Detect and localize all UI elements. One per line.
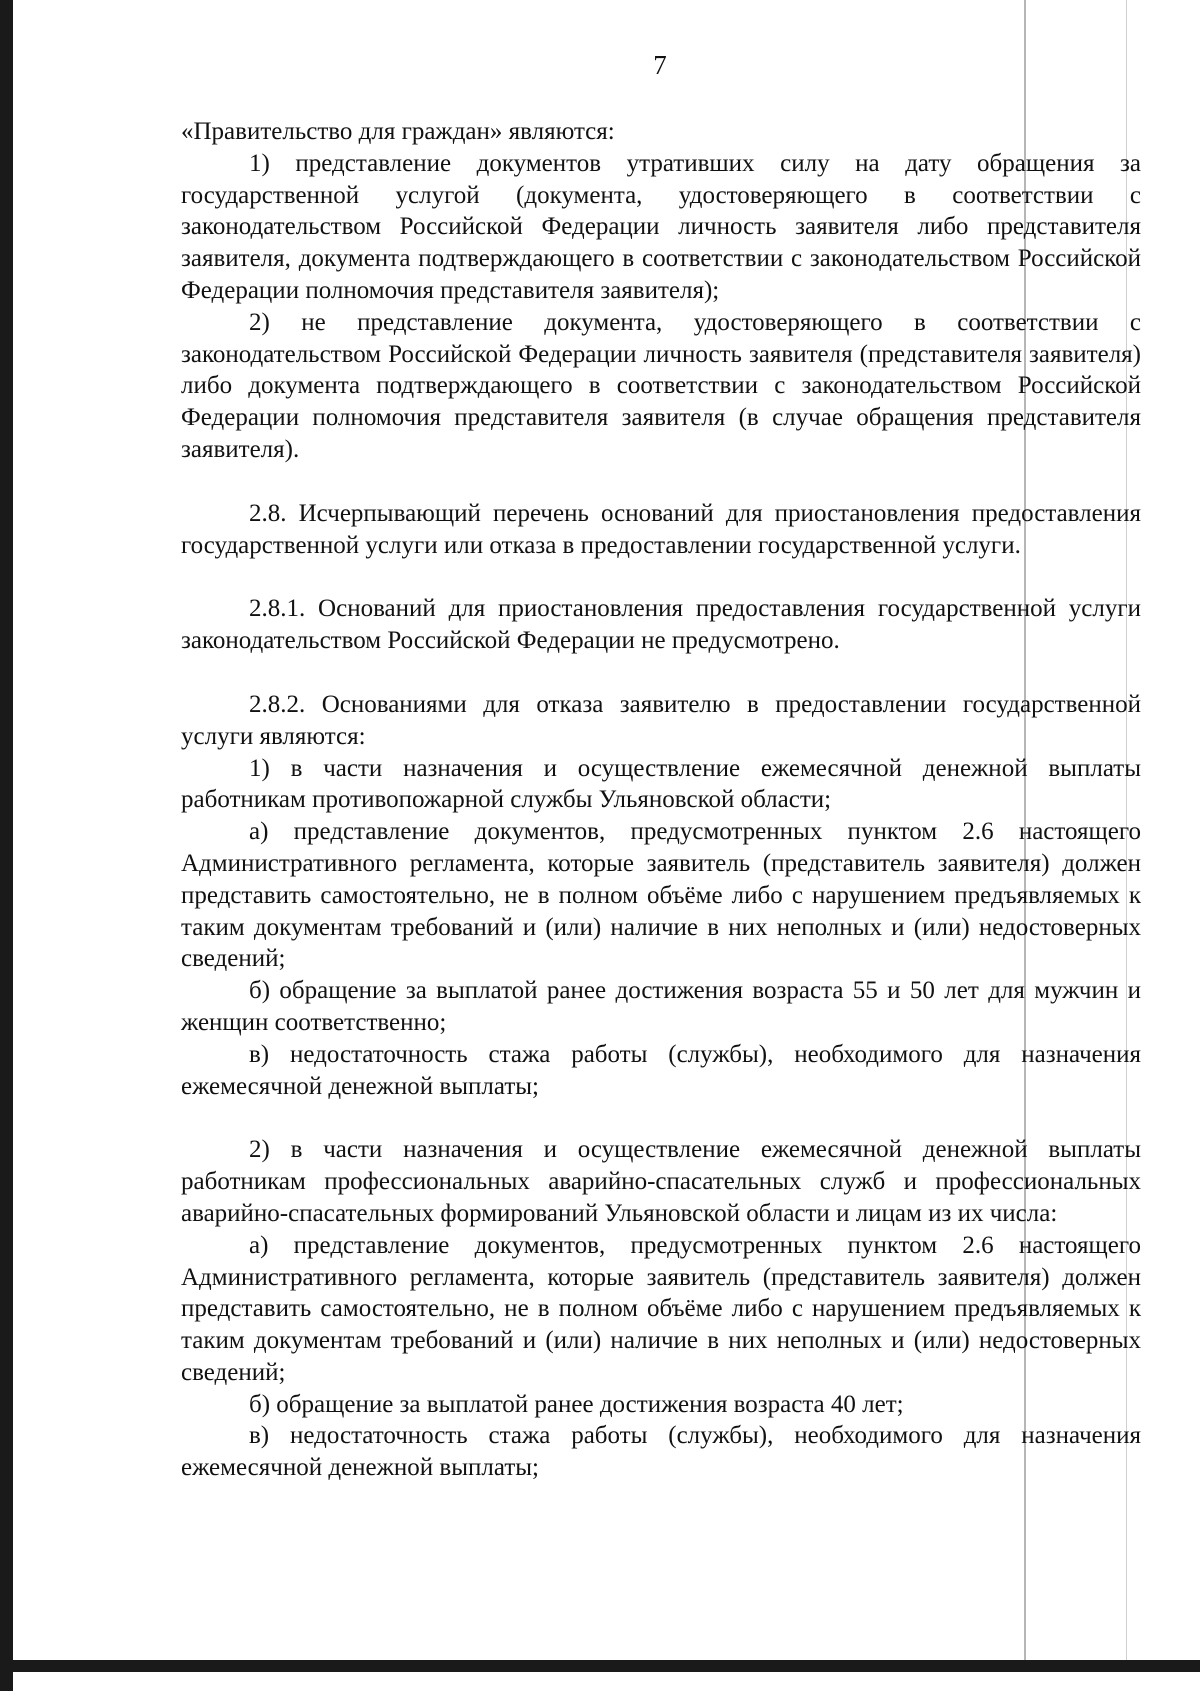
document-body	[181, 116, 1141, 1484]
paragraph-part-2-a: а) представление документов, предусмотренных пунктом 2.6 настоящего Административного регламента, которые заявитель (представитель заявителя) должен представить самостоятельно, не в полном объёме либо с нарушением предъявляемых к таким документам требований и (или) наличие в них неполных и (или) недостоверных сведений;	[181, 1231, 1141, 1386]
paragraph-part-1-v: в) недостаточность стажа работы (службы), необходимого для назначения ежемесячной денежной выплаты;	[181, 1040, 1141, 1100]
page-number: 7	[653, 50, 667, 80]
paragraph-2-8-2: 2.8.2. Основаниями для отказа заявителю в предоставлении государственной услуги являются:	[181, 690, 1141, 750]
scan-edge-left	[0, 0, 13, 1691]
scan-edge-bottom	[0, 1660, 1200, 1672]
section-heading-2-8: 2.8. Исчерпывающий перечень оснований для приостановления предоставления государственной услуги или отказа в предоставлении государственной услуги.	[181, 499, 1141, 559]
paragraph-part-2: 2) в части назначения и осуществление ежемесячной денежной выплаты работникам профессиональных аварийно-спасательных служб и профессиональных аварийно-спасательных формирований Ульяновской области и лицам из их числа:	[181, 1136, 1141, 1227]
paragraph-intro-continuation: «Правительство для граждан» являются:	[181, 118, 615, 145]
paragraph-part-1: 1) в части назначения и осуществление ежемесячной денежной выплаты работникам противопожарной службы Ульяновской области;	[181, 754, 1141, 814]
paragraph-part-2-v: в) недостаточность стажа работы (службы), необходимого для назначения ежемесячной денежной выплаты;	[181, 1422, 1141, 1482]
paragraph-item-1: 1) представление документов утративших силу на дату обращения за государственной услугой (документа, удостоверяющего в соответствии с законодательством Российской Федерации личность заявителя либо представителя заявителя, документа подтверждающего в соответствии с законодательством Российской Федерации полномочия представителя заявителя);	[181, 149, 1141, 304]
paragraph-2-8-1: 2.8.1. Оснований для приостановления предоставления государственной услуги законодательством Российской Федерации не предусмотрено.	[181, 595, 1141, 655]
paragraph-part-1-b: б) обращение за выплатой ранее достижения возраста 55 и 50 лет для мужчин и женщин соответственно;	[181, 977, 1141, 1036]
paragraph-item-2: 2) не представление документа, удостоверяющего в соответствии с законодательством Российской Федерации личность заявителя (представителя заявителя) либо документа подтверждающего в соответствии с законодательством Российской Федерации полномочия представителя заявителя (в случае обращения представителя заявителя).	[181, 308, 1141, 463]
paragraph-part-1-a: а) представление документов, предусмотренных пунктом 2.6 настоящего Административного регламента, которые заявитель (представитель заявителя) должен представить самостоятельно, не в полном объёме либо с нарушением предъявляемых к таким документам требований и (или) наличие в них неполных и (или) недостоверных сведений;	[181, 818, 1141, 973]
paragraph-part-2-b: б) обращение за выплатой ранее достижения возраста 40 лет;	[249, 1390, 904, 1418]
